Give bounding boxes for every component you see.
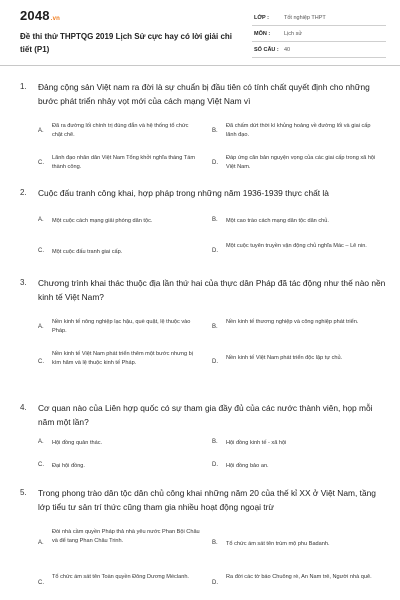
option-letter: C. — [38, 160, 44, 166]
question-text: Trong phong trào dân tộc dân chủ công khai những năm 20 của thế kỉ XX ở Việt Nam, tầng lớp tiểu tư sản trí thức cũng tham gia nhiều hoạt động ngoại trừ — [38, 488, 376, 512]
option-c[interactable] — [38, 348, 208, 380]
exam-meta — [252, 12, 386, 60]
meta-label: LỚP : — [254, 15, 269, 21]
meta-row-count — [252, 44, 386, 58]
question-text: Đảng cộng sản Việt nam ra đời là sự chuẩn bị đầu tiên có tính chất quyết định cho những bước phát triển nhảy vọt mới của cách mạng Việt Nam vì — [38, 82, 370, 106]
option-letter: C. — [38, 248, 44, 254]
meta-value: 40 — [284, 47, 291, 53]
meta-value: Tốt nghiệp THPT — [284, 15, 326, 21]
meta-row-subject — [252, 28, 386, 42]
option-text: Nền kinh tế Việt Nam phát triển thêm một bước nhưng bị kìm hãm và lệ thuộc kinh tế Pháp. — [52, 351, 194, 366]
option-text: Đòi nhà cầm quyền Pháp thả nhà yêu nước Phan Bội Châu và để tang Phan Châu Trinh. — [52, 529, 200, 544]
option-text: Đã ra đường lối chính trị đúng đắn và hệ thống tổ chức chặt chẽ. — [52, 123, 189, 138]
option-letter: D. — [212, 248, 218, 254]
option-letter: A. — [38, 439, 44, 445]
option-a[interactable] — [38, 438, 208, 452]
option-c[interactable] — [38, 570, 208, 594]
meta-label: SỐ CÂU : — [254, 47, 279, 53]
meta-value: Lịch sử — [284, 31, 303, 37]
option-letter: D. — [212, 359, 218, 365]
option-text: Một cuộc tuyên truyền vận động chủ nghĩa Mác – Lê nin. — [226, 243, 367, 249]
question-number: 4. — [20, 403, 27, 412]
logo-number: 2048 — [20, 8, 50, 23]
option-c[interactable] — [38, 152, 208, 176]
option-c[interactable] — [38, 240, 208, 262]
option-letter: A. — [38, 540, 44, 546]
option-a[interactable] — [38, 526, 208, 558]
question-number: 3. — [20, 278, 27, 287]
option-text: Nền kinh tế nông nghiệp lạc hậu, què quặt, lệ thuộc vào Pháp. — [52, 319, 191, 334]
option-b[interactable] — [212, 216, 387, 230]
option-text: Lãnh đạo nhân dân Việt Nam Tổng khởi nghĩa tháng Tám thành công. — [52, 155, 195, 170]
option-a[interactable] — [38, 216, 208, 230]
option-letter: B. — [212, 540, 218, 546]
question-number: 1. — [20, 82, 27, 91]
option-text: Hội đồng kinh tế - xã hội — [226, 440, 287, 446]
option-letter: C. — [38, 580, 44, 586]
option-letter: B. — [212, 324, 218, 330]
option-text: Ra đời các tờ báo Chuông rè, An Nam trẻ, Người nhà quê. — [226, 574, 372, 580]
option-text: Đã chấm dứt thời kì khủng hoảng về đường lối và giai cấp lãnh đạo. — [226, 123, 371, 138]
option-letter: D. — [212, 462, 218, 468]
exam-header — [0, 0, 400, 66]
option-text: Hội đồng quản thác. — [52, 440, 103, 446]
option-text: Tổ chức ám sát tên Toàn quyền Đông Dương Méclanh. — [52, 574, 189, 580]
option-text: Nền kinh tế Việt Nam phát triển độc lập tự chủ. — [226, 355, 343, 361]
logo-suffix: .vn — [50, 16, 61, 22]
option-d[interactable] — [212, 152, 387, 176]
option-text: Đại hội đồng. — [52, 463, 85, 469]
question-5 — [0, 486, 400, 598]
option-text: Tổ chức ám sát tên trùm mộ phu Badanh. — [226, 541, 330, 547]
question-text: Cơ quan nào của Liên hợp quốc có sự tham gia đầy đủ của các nước thành viên, họp mỗi năm một lần? — [38, 403, 373, 427]
option-text: Một cao trào cách mạng dân tộc dân chủ. — [226, 218, 329, 224]
option-d[interactable] — [212, 348, 387, 380]
question-text: Cuộc đấu tranh công khai, hợp pháp trong những năm 1936-1939 thực chất là — [38, 188, 329, 198]
meta-label: MÔN : — [254, 31, 271, 37]
option-d[interactable] — [212, 570, 387, 594]
option-b[interactable] — [212, 438, 387, 452]
option-d[interactable] — [212, 461, 387, 475]
question-1 — [0, 80, 400, 185]
option-letter: A. — [38, 128, 44, 134]
option-letter: B. — [212, 217, 218, 223]
option-letter: D. — [212, 160, 218, 166]
option-b[interactable] — [212, 526, 387, 558]
option-text: Đáp ứng căn bản nguyện vọng của các giai cấp trong xã hội Việt Nam. — [226, 155, 376, 170]
option-text: Hội đồng bảo an. — [226, 463, 269, 469]
meta-row-class — [252, 12, 386, 26]
option-d[interactable] — [212, 240, 387, 262]
option-letter: B. — [212, 439, 218, 445]
question-number: 2. — [20, 188, 27, 197]
option-letter: B. — [212, 128, 218, 134]
question-4 — [0, 401, 400, 481]
option-text: Một cuộc cách mạng giải phóng dân tộc. — [52, 218, 153, 224]
question-3 — [0, 276, 400, 398]
option-a[interactable] — [38, 316, 208, 340]
exam-title: Đề thi thử THPTQG 2019 Lịch Sử cực hay có lời giải chi tiết (P1) — [20, 32, 233, 54]
option-a[interactable] — [38, 120, 208, 144]
option-text: Một cuộc đấu tranh giai cấp. — [52, 249, 123, 255]
question-text: Chương trình khai thác thuộc địa lần thứ hai của thực dân Pháp đã tác động như thế nào nền kinh tế Việt Nam? — [38, 278, 386, 302]
option-letter: C. — [38, 359, 44, 365]
option-c[interactable] — [38, 461, 208, 475]
option-text: Nền kinh tế thương nghiệp và công nghiệp phát triển. — [226, 319, 359, 325]
option-b[interactable] — [212, 120, 387, 144]
question-2 — [0, 186, 400, 271]
site-logo[interactable] — [20, 8, 60, 23]
option-letter: D. — [212, 580, 218, 586]
option-b[interactable] — [212, 316, 387, 340]
question-number: 5. — [20, 488, 27, 497]
option-letter: C. — [38, 462, 44, 468]
option-letter: A. — [38, 324, 44, 330]
option-letter: A. — [38, 217, 44, 223]
